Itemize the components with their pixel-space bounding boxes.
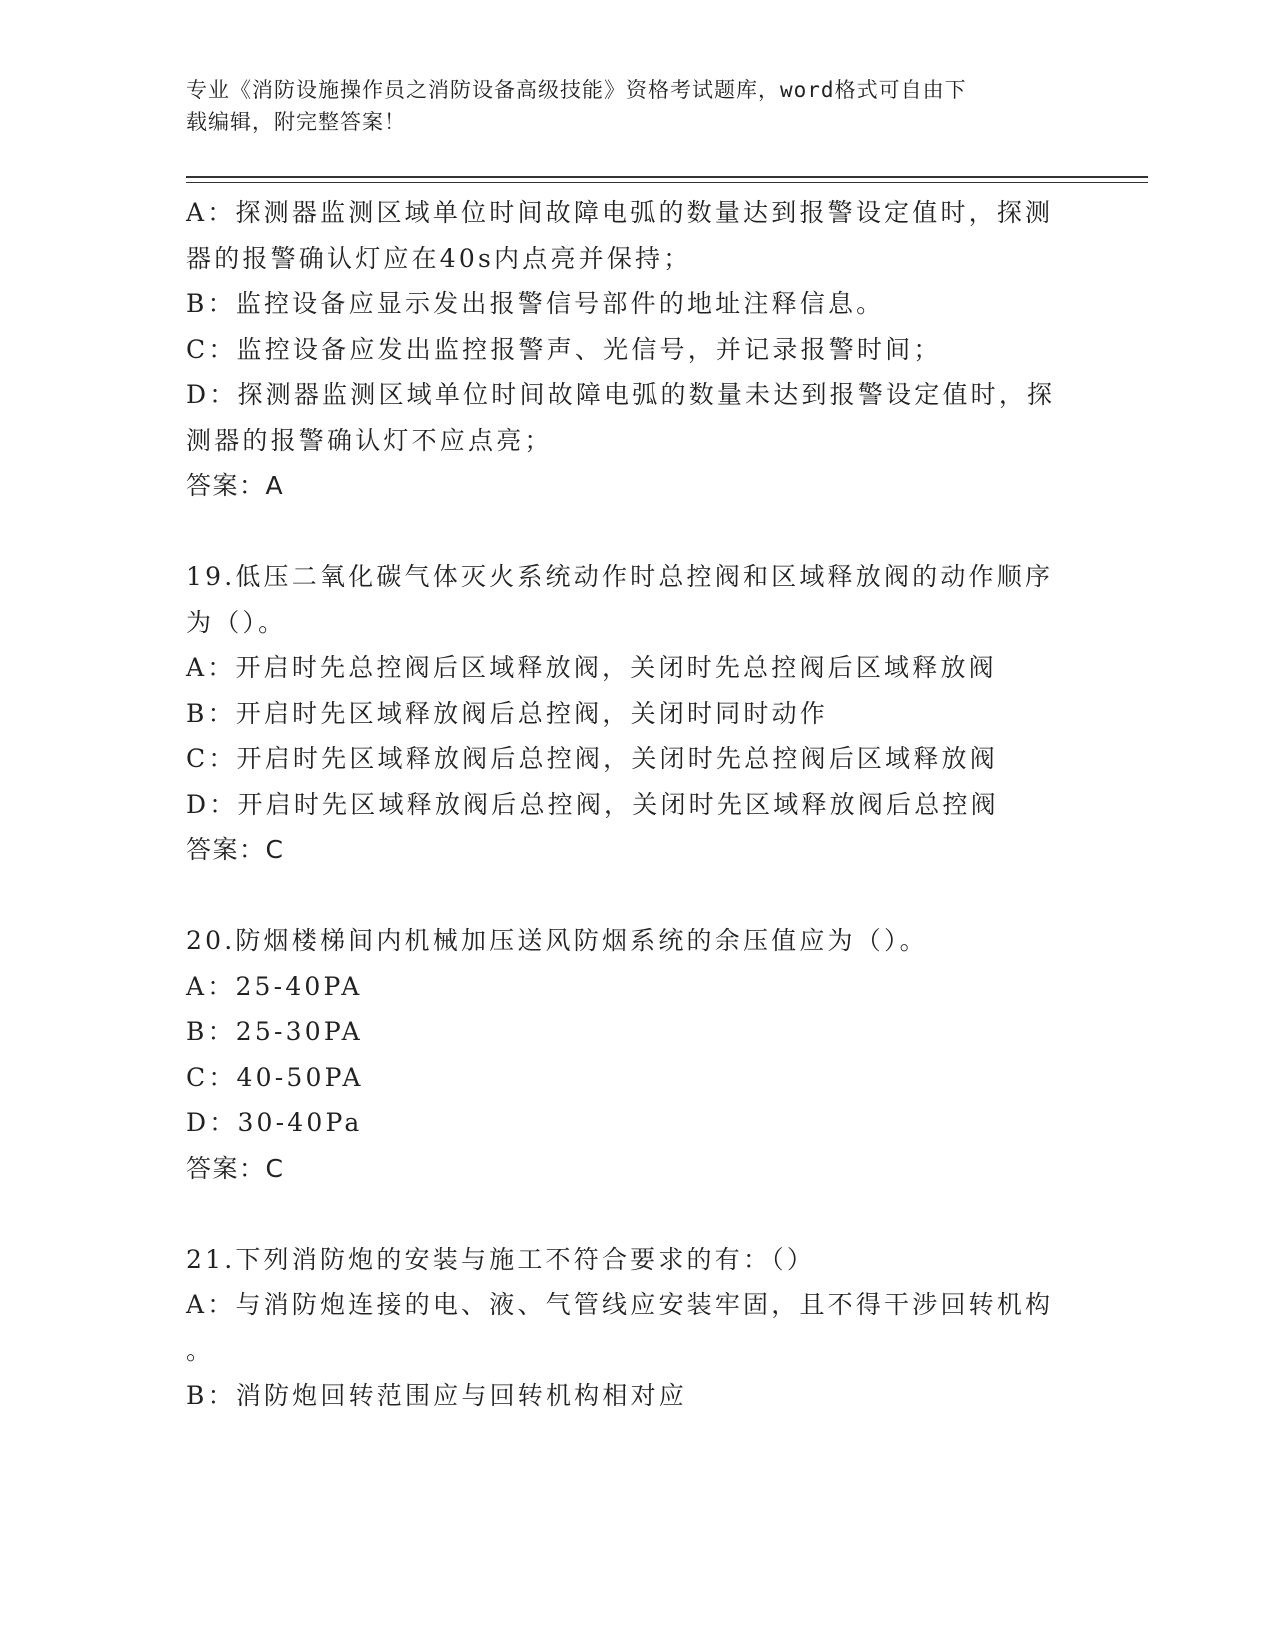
q21-option-a-line-1: A：与消防炮连接的电、液、气管线应安装牢固，且不得干涉回转机构	[186, 1290, 1054, 1319]
q19-answer: 答案：C	[186, 835, 285, 864]
q19-option-c: C：开启时先区域释放阀后总控阀，关闭时先总控阀后区域释放阀	[186, 744, 998, 773]
header-divider-thin	[186, 182, 1148, 183]
header-line-2: 载编辑，附完整答案！	[186, 110, 406, 134]
q21-option-a-line-2: 。	[186, 1335, 215, 1365]
q18-option-d-line-2: 测器的报警确认灯不应点亮；	[186, 425, 553, 455]
spacer	[186, 873, 1076, 919]
spacer	[186, 1191, 1076, 1237]
document-header	[186, 74, 1066, 138]
q19-question-line-2: 为（）。	[186, 607, 287, 637]
question-21-block	[186, 1237, 1076, 1419]
q18-option-a-line-2: 器的报警确认灯应在40s内点亮并保持；	[186, 243, 692, 273]
question-19-block	[186, 554, 1076, 873]
header-divider-thick	[186, 176, 1148, 178]
question-20-block	[186, 918, 1076, 1191]
q19-option-b: B：开启时先区域释放阀后总控阀，关闭时同时动作	[186, 698, 828, 728]
q19-option-a: A：开启时先总控阀后区域释放阀，关闭时先总控阀后区域释放阀	[186, 653, 997, 682]
spacer	[186, 509, 1076, 555]
question-list	[186, 190, 1076, 1419]
q20-option-a: A：25-40PA	[186, 971, 363, 1001]
q20-option-c: C：40-50PA	[186, 1062, 364, 1092]
q18-option-d-line-1: D：探测器监测区域单位时间故障电弧的数量未达到报警设定值时，探	[186, 380, 1056, 409]
q18-option-b: B：监控设备应显示发出报警信号部件的地址注释信息。	[186, 289, 885, 318]
question-18-block	[186, 190, 1076, 509]
q20-question: 20.防烟楼梯间内机械加压送风防烟系统的余压值应为（）。	[186, 926, 928, 955]
header-line-1: 专业《消防设施操作员之消防设备高级技能》资格考试题库，word格式可自由下	[186, 78, 967, 102]
q19-option-d: D：开启时先区域释放阀后总控阀，关闭时先区域释放阀后总控阀	[186, 789, 999, 819]
q18-option-c: C：监控设备应发出监控报警声、光信号，并记录报警时间；	[186, 334, 942, 364]
q18-option-a-line-1: A：探测器监测区域单位时间故障电弧的数量达到报警设定值时，探测	[186, 198, 1054, 227]
q20-option-b: B：25-30PA	[186, 1017, 363, 1046]
q18-answer: 答案：A	[186, 471, 285, 500]
q20-answer: 答案：C	[186, 1153, 285, 1183]
q20-option-d: D：30-40Pa	[186, 1108, 363, 1137]
q21-option-b: B：消防炮回转范围应与回转机构相对应	[186, 1381, 687, 1410]
q21-question: 21.下列消防炮的安装与施工不符合要求的有：（）	[186, 1244, 816, 1274]
q19-question-line-1: 19.低压二氧化碳气体灭火系统动作时总控阀和区域释放阀的动作顺序	[186, 562, 1054, 591]
